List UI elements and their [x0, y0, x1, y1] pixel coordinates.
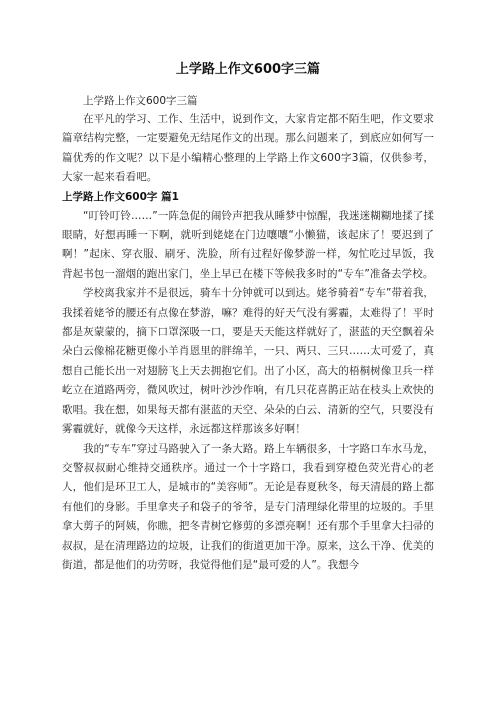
document-subtitle: 上学路上作文600字三篇: [83, 95, 198, 107]
body-paragraph: “叮铃叮铃……”一阵急促的闹铃声把我从睡梦中惊醒，我迷迷糊糊地揉了揉眼睛，好想再睡一下啊，就听到姥姥在门边嚷嚷“小懒猫，该起床了！要迟到了啊！”起床、穿衣服、刷牙、洗脸，所有过程好像梦游一样，匆忙吃过早饭，我背起书包一溜烟的跑出家门，坐上早已在楼下等候我多时的“专车”准备去学校。: [62, 209, 434, 280]
body-paragraph: 学校离我家并不是很远，骑车十分钟就可以到达。姥爷骑着“专车”带着我，我揉着姥爷的腰还有点像在梦游，嘛？难得的好天气没有雾霾，太难得了！平时都是灰蒙蒙的，摘下口罩深吸一口，要是天天能这样就好了，湛蓝的天空飘着朵朵白云像棉花糖更像小羊肖恩里的胖绵羊，一只、两只、三只……太可爱了，真想自己能长出一对翅膀飞上天去拥抱它们。出了小区，高大的梧桐树像卫兵一样屹立在道路两旁，微风吹过，树叶沙沙作响，有几只花喜鹊正站在枝头上欢快的歌唱。我在想，如果每天都有湛蓝的天空、朵朵的白云、清新的空气，只要没有雾霾就好，就像今天这样，永远都这样那该多好啊！: [62, 287, 434, 436]
document-title: 上学路上作文600字三篇: [175, 62, 321, 77]
intro-paragraph: 在平凡的学习、工作、生活中，说到作文，大家肯定都不陌生吧，作文要求篇章结构完整，一定要避免无结尾作文的出现。那么问题来了，到底应如何写一篇优秀的作文呢？以下是小编精心整理的上学路上作文600字3篇，仅供参考，大家一起来看看吧。: [62, 113, 434, 184]
section-heading: 上学路上作文600字 篇1: [62, 190, 179, 203]
body-paragraph: 我的“专车”穿过马路驶入了一条大路。路上车辆很多，十字路口车水马龙，交警叔叔耐心维持交通秩序。通过一个十字路口，我看到穿橙色荧光背心的老人，他们是环卫工人，是城市的“美容师”。无论是春夏秋冬，每天清晨的路上都有他们的身影。手里拿夹子和袋子的爷爷，是专门清理绿化带里的垃圾的。手里拿大剪子的阿姨，你瞧，把冬青树它修剪的多漂亮啊！还有那个手里拿大扫帚的叔叔，是在清理路边的垃圾，让我们的街道更加干净。原来，这么干净、优美的街道，都是他们的功劳呀，我觉得他们是“最可爱的人”。我想今: [62, 442, 434, 571]
